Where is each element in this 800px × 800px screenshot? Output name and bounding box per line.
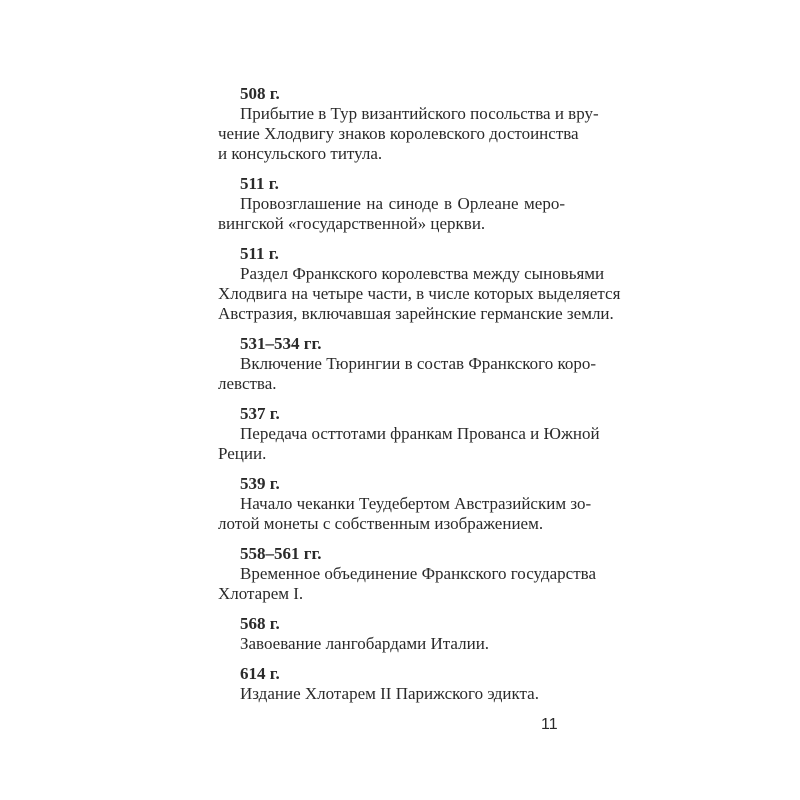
entry-year: 537 г. [240,404,280,423]
entry-text-line: чение Хлодвигу знаков королевского достоинства [218,124,579,143]
entry-text-line: Хлотарем I. [218,584,304,603]
entry-text-line: лотой монеты с собственным изображением. [218,514,544,533]
entry-text-line: левства. [218,374,277,393]
entry-text-line: Включение Тюрингии в состав Франкского коро- [240,354,597,373]
entry-text-line: Реции. [218,444,267,463]
chronology-entry [218,84,599,164]
entry-year: 508 г. [240,84,280,103]
entry-text-line: Провозглашение на синоде в Орлеане меро- [240,194,565,213]
entry-text-line: Завоевание лангобардами Италии. [240,634,490,653]
entry-year: 558–561 гг. [240,544,322,563]
chronology-entry [218,664,565,704]
entry-text-line: и консульского титула. [218,144,383,163]
entry-year: 614 г. [240,664,280,683]
entry-year: 511 г. [240,244,279,263]
chronology-entry [218,244,621,324]
entry-text-line: Начало чеканки Теудебертом Австразийским зо- [240,494,592,513]
chronology-entry [218,404,600,464]
entry-year: 511 г. [240,174,279,193]
chronology-entry [218,334,597,394]
entry-text-line: вингской «государственной» церкви. [218,214,486,233]
entry-text-line: Издание Хлотарем II Парижского эдикта. [240,684,539,703]
entry-text-line: Передача осттотами франкам Прованса и Южной [240,424,600,443]
entry-year: 539 г. [240,474,280,493]
chronology-entry [218,614,565,654]
chronology-text [218,84,621,714]
entry-year: 568 г. [240,614,280,633]
entry-text-line: Австразия, включавшая зарейнские германские земли. [218,304,614,323]
entry-text-line: Временное объединение Франкского государства [240,564,596,583]
chronology-entry [218,544,596,604]
entry-text-line: Хлодвига на четыре части, в числе которых выделяется [218,284,621,303]
chronology-entry [218,474,592,534]
chronology-entry [218,174,565,234]
page-number: 11 [541,716,558,733]
entry-year: 531–534 гг. [240,334,322,353]
entry-text-line: Раздел Франкского королевства между сыновьями [240,264,605,283]
entry-text-line: Прибытие в Тур византийского посольства и вру- [240,104,599,123]
